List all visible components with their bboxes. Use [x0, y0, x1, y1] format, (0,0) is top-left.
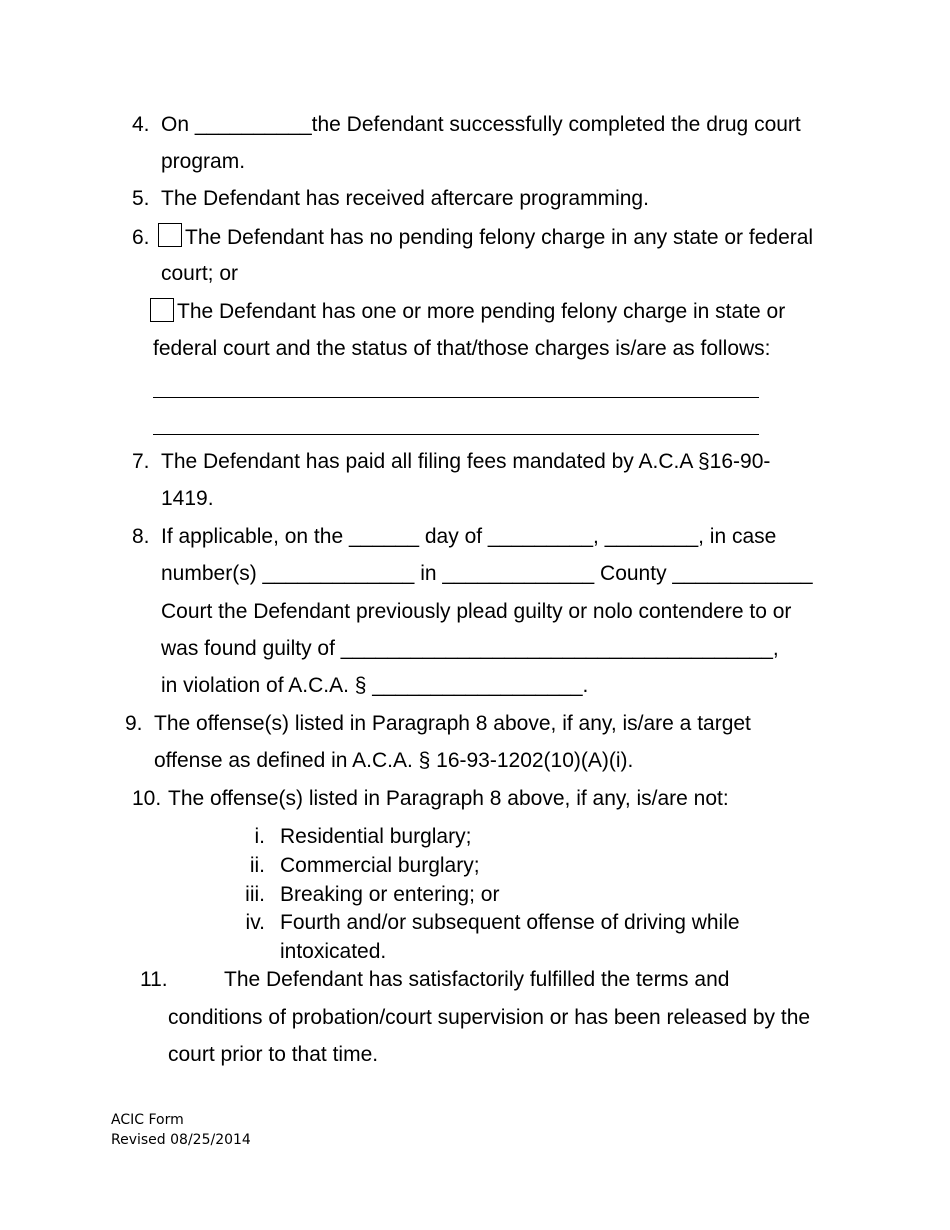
- item-number-9: 9.: [125, 712, 143, 735]
- subitem-text-ii: Commercial burglary;: [280, 854, 480, 877]
- item-number-10: 10.: [132, 787, 162, 810]
- item-number-6: 6.: [132, 226, 150, 249]
- item-7-line-1: The Defendant has paid all filing fees mandated by A.C.A §16-90-: [161, 450, 771, 473]
- item-8-line-1: If applicable, on the ______ day of _________, ________, in case: [161, 525, 777, 548]
- item-number-7: 7.: [132, 450, 150, 473]
- item-4-line-1: On __________the Defendant successfully completed the drug court: [161, 113, 801, 136]
- item-number-11: 11.: [140, 968, 168, 991]
- subitem-text-iii: Breaking or entering; or: [280, 883, 500, 906]
- item-number-8: 8.: [132, 525, 150, 548]
- subitem-numeral-iii: iii.: [245, 883, 265, 906]
- item-6-option-2-line-2: federal court and the status of that/those charges is/are as follows:: [153, 337, 771, 360]
- charges-status-blank-line-2[interactable]: [153, 434, 759, 435]
- item-6-option-2-line-1: The Defendant has one or more pending felony charge in state or: [177, 300, 786, 323]
- item-8-line-3: Court the Defendant previously plead guilty or nolo contendere to or: [161, 600, 792, 623]
- item-10-line-1: The offense(s) listed in Paragraph 8 above, if any, is/are not:: [168, 787, 729, 810]
- item-6-option-1-line-2: court; or: [161, 262, 239, 285]
- item-8-line-4: was found guilty of _____________________________________,: [161, 637, 779, 660]
- item-9-line-1: The offense(s) listed in Paragraph 8 above, if any, is/are a target: [154, 712, 751, 735]
- pending-felony-checkbox[interactable]: [150, 298, 174, 322]
- item-6-option-1-line-1: The Defendant has no pending felony charge in any state or federal: [185, 226, 814, 249]
- subitem-numeral-iv: iv.: [245, 911, 265, 934]
- form-footer: [111, 1110, 251, 1150]
- item-8-line-5: in violation of A.C.A. § __________________.: [161, 674, 589, 697]
- item-9-line-2: offense as defined in A.C.A. § 16-93-1202(10)(A)(i).: [154, 749, 634, 772]
- footer-revision-date: Revised 08/25/2014: [111, 1132, 251, 1148]
- subitem-text-i: Residential burglary;: [280, 825, 472, 848]
- charges-status-blank-line-1[interactable]: [153, 397, 759, 398]
- item-11-line-2: conditions of probation/court supervision or has been released by the: [168, 1006, 811, 1029]
- subitem-numeral-ii: ii.: [249, 854, 265, 877]
- item-number-4: 4.: [132, 113, 150, 136]
- item-8-line-2: number(s) _____________ in _____________ County ____________: [161, 562, 813, 585]
- item-7-line-2: 1419.: [161, 487, 214, 510]
- item-11-line-1: The Defendant has satisfactorily fulfilled the terms and: [224, 968, 730, 991]
- footer-form-name: ACIC Form: [111, 1112, 184, 1128]
- item-5-line-1: The Defendant has received aftercare programming.: [161, 187, 649, 210]
- no-pending-felony-checkbox[interactable]: [158, 223, 182, 247]
- item-11-line-3: court prior to that time.: [168, 1043, 379, 1066]
- subitem-numeral-i: i.: [254, 825, 265, 848]
- subitem-text-iv-continued: intoxicated.: [280, 940, 387, 963]
- item-number-5: 5.: [132, 187, 150, 210]
- item-4-line-2: program.: [161, 150, 246, 173]
- subitem-text-iv: Fourth and/or subsequent offense of driving while: [280, 911, 740, 934]
